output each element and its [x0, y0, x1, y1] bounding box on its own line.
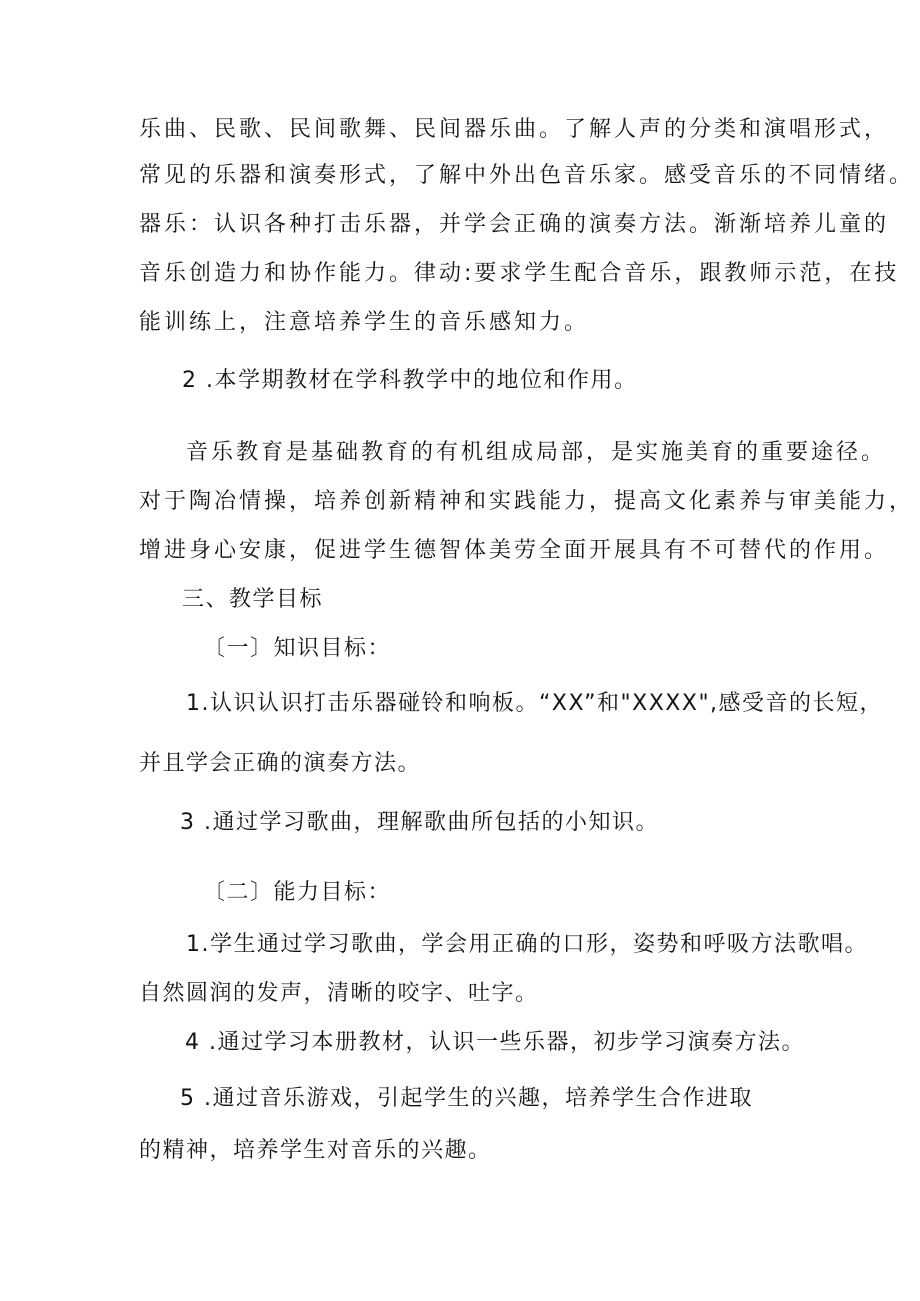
list-item: 4 .通过学习本册教材，认识一些乐器，初步学习演奏方法。 [185, 1030, 805, 1055]
section-heading: 三、教学目标 [182, 587, 324, 612]
paragraph-line: 增进身心安康，促进学生德智体美劳全面开展具有不可替代的作用。 [139, 538, 890, 563]
section-heading: 2 .本学期教材在学科教学中的地位和作用。 [182, 368, 638, 393]
paragraph-line: 能训练上，注意培养学生的音乐感知力。 [139, 310, 590, 335]
paragraph-line: 并且学会正确的演奏方法。 [139, 751, 422, 776]
paragraph-line: 乐曲、民歌、民间歌舞、民间器乐曲。了解人声的分类和演唱形式， [139, 117, 890, 142]
paragraph-line: 对于陶冶情操，培养创新精神和实践能力，提高文化素养与审美能力， [139, 489, 915, 514]
paragraph-line: 音乐创造力和协作能力。律动:要求学生配合音乐，跟教师示范，在技 [139, 261, 900, 286]
list-item: 3 .通过学习歌曲，理解歌曲所包括的小知识。 [180, 810, 659, 835]
paragraph-line: 器乐：认识各种打击乐器，并学会正确的演奏方法。渐渐培养儿童的 [139, 212, 890, 237]
list-item: 1.认识认识打击乐器碰铃和响板。“XX”和"XXXX",感受音的长短， [186, 691, 884, 716]
subsection-heading: 〔一〕知识目标： [203, 636, 392, 661]
subsection-heading: 〔二〕能力目标： [203, 880, 392, 905]
list-item: 1.学生通过学习歌曲，学会用正确的口形，姿势和呼吸方法歌唱。 [186, 932, 868, 957]
list-item: 5 .通过音乐游戏，引起学生的兴趣，培养学生合作进取 [180, 1086, 753, 1111]
paragraph-line: 常见的乐器和演奏形式，了解中外出色音乐家。感受音乐的不同情绪。 [139, 163, 915, 188]
paragraph-line: 音乐教育是基础教育的有机组成局部，是实施美育的重要途径。 [186, 440, 887, 465]
paragraph-line: 自然圆润的发声，清晰的咬字、吐字。 [139, 981, 539, 1006]
paragraph-line: 的精神，培养学生对音乐的兴趣。 [139, 1138, 492, 1163]
